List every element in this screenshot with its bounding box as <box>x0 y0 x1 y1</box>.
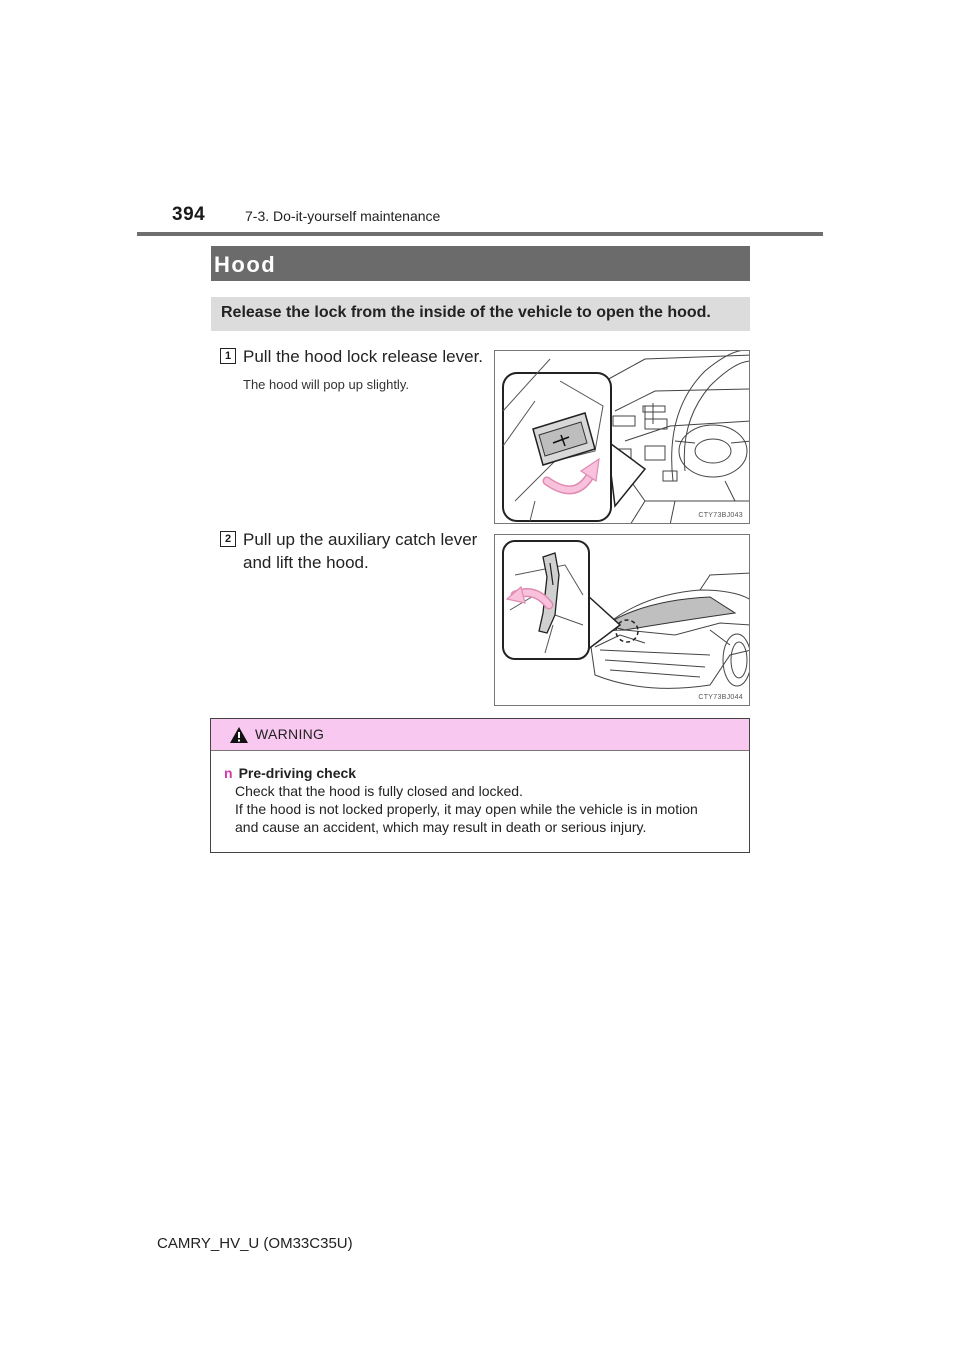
header-rule <box>137 232 823 236</box>
figure-auxiliary-catch-lever <box>494 534 750 706</box>
warning-box <box>210 718 750 853</box>
page-number: 394 <box>172 204 206 225</box>
warning-line-1: Check that the hood is fully closed and locked. <box>235 783 523 799</box>
footer-model-code: CAMRY_HV_U (OM33C35U) <box>157 1235 353 1252</box>
step-1-note: The hood will pop up slightly. <box>243 377 409 392</box>
dashboard-illustration <box>495 351 750 524</box>
warning-header <box>211 719 749 751</box>
warning-label: WARNING <box>255 726 325 742</box>
warning-body <box>211 751 749 836</box>
car-front-illustration <box>495 535 750 706</box>
step-2-text-line2: and lift the hood. <box>243 553 369 572</box>
figure-code-1: CTY73BJ043 <box>698 512 743 519</box>
section-intro: Release the lock from the inside of the vehicle to open the hood. <box>211 297 750 331</box>
step-2-text-line1: Pull up the auxiliary catch lever <box>243 530 478 549</box>
warning-line-2: If the hood is not locked properly, it may open while the vehicle is in motion <box>235 801 698 817</box>
warning-title: Pre-driving check <box>238 765 357 781</box>
figure-code-2: CTY73BJ044 <box>698 694 743 701</box>
warning-line-3: and cause an accident, which may result in death or serious injury. <box>235 819 647 835</box>
step-1-text: Pull the hood lock release lever. <box>243 347 484 366</box>
chapter-title: 7-3. Do-it-yourself maintenance <box>245 208 441 224</box>
step-number-2: 2 <box>220 531 236 547</box>
warning-bullet: n <box>224 765 233 781</box>
step-number-1: 1 <box>220 348 236 364</box>
figure-hood-release-lever <box>494 350 750 524</box>
section-title: Hood <box>211 246 750 281</box>
warning-triangle-icon <box>229 726 249 744</box>
